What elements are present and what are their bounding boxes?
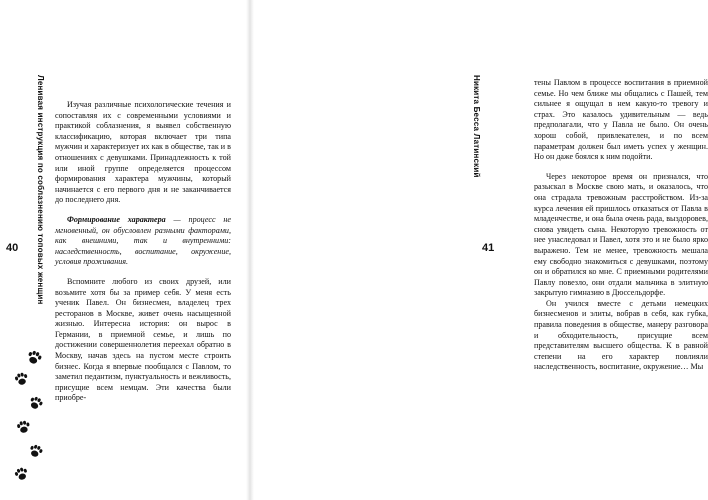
definition-text: — процесс не мгновенный, он обусловлен разными факторами, как внешними, так и внутренними: наследственность, воспитание, окружение, условия проживания. bbox=[55, 214, 232, 267]
paw-print-icon bbox=[16, 420, 31, 435]
paw-print-icon bbox=[28, 396, 43, 411]
right-paragraph-1: тены Павлом в процессе воспитания в приемной семье. Но чем ближе мы общались с Пашей, тем сильнее я ощущал в нем какую-то тревогу и страх. Это казалось удивительным — ведь предполагали, что у Павла не было. Он очень хорош собой, привлекателен, и по всем параметрам должен был иметь успех у женщин. Но он даже боялся к ним подойти. bbox=[534, 78, 708, 162]
left-text-column bbox=[55, 100, 231, 404]
paw-print-icon bbox=[14, 467, 29, 482]
right-text-column bbox=[534, 78, 708, 373]
right-paragraph-3: Он учился вместе с детьми немецких бизнесменов и элиты, вобрав в себя, как губка, правила поведения в обществе, манеру разговора и обходительность, присущие всем представителям высшего общества. К в равной степени на его характер повлияли наследственность, воспитание, окружение… Мы bbox=[534, 298, 708, 372]
right-running-head: Никита Бесса Латинский bbox=[472, 75, 481, 178]
character-formation-definition bbox=[55, 215, 231, 268]
left-paragraph-2: Вспомните любого из своих друзей, или возьмите хотя бы за пример себя. У меня есть ученик Павел. Он бизнесмен, владелец трех ресторанов в Москве, живет очень насыщенной жизнью. Интересна история: он вырос в Германии, в приемной семье, и лишь по достижении совершеннолетия переехал обратно в Москву, начав здесь на пустом месте строить бизнес. Когда я впервые пообщался с Павлом, то заметил педантизм, пунктуальность и вежливость, присущие всем немцам. Эти качества были приобре- bbox=[55, 276, 231, 403]
paw-print-icon bbox=[14, 372, 29, 387]
right-paragraph-2: Через некоторое время он признался, что разыскал в Москве свою мать, и оказалось, что она страдала тревожным расстройством. Из-за курса лечения ей пришлось отказаться от Павла в младенчестве, и она была очень рада, выздоровев, снова увидеть сына. Некоторую тревожность от нее унаследовал и Павел, хотя это и не было ярко выражено. Тем не менее, тревожность мешала ему свободно знакомиться с девушками, поэтому он и обратился ко мне. С приемными родителями Павлу повезло, они отдали мальчика в элитную закрытую гимназию в Дюссельдорфе. bbox=[534, 171, 708, 298]
left-page bbox=[0, 0, 250, 500]
paw-prints-decoration bbox=[8, 350, 48, 490]
right-page bbox=[250, 0, 708, 500]
paw-print-icon bbox=[28, 444, 43, 459]
paw-print-icon bbox=[26, 350, 42, 366]
left-paragraph-1: Изучая различные психологические течения и сопоставляя их с современными условиями и практикой соблазнения, я выявел собственную классификацию, которая включает три типа мужчин и характеризует их как в обществе, так и в отношениях с девушками. Принадлежность к той или иной группе определяется процессом формирования характера мужчины, который начинается с его первого дня и не заканчивается до последнего дня. bbox=[55, 100, 231, 205]
right-page-number: 41 bbox=[482, 242, 495, 254]
left-running-head: Ленивая инструкция по соблазнению топовых женщин bbox=[36, 75, 45, 305]
definition-term: Формирование характера bbox=[67, 214, 166, 224]
left-page-number: 40 bbox=[6, 242, 19, 254]
